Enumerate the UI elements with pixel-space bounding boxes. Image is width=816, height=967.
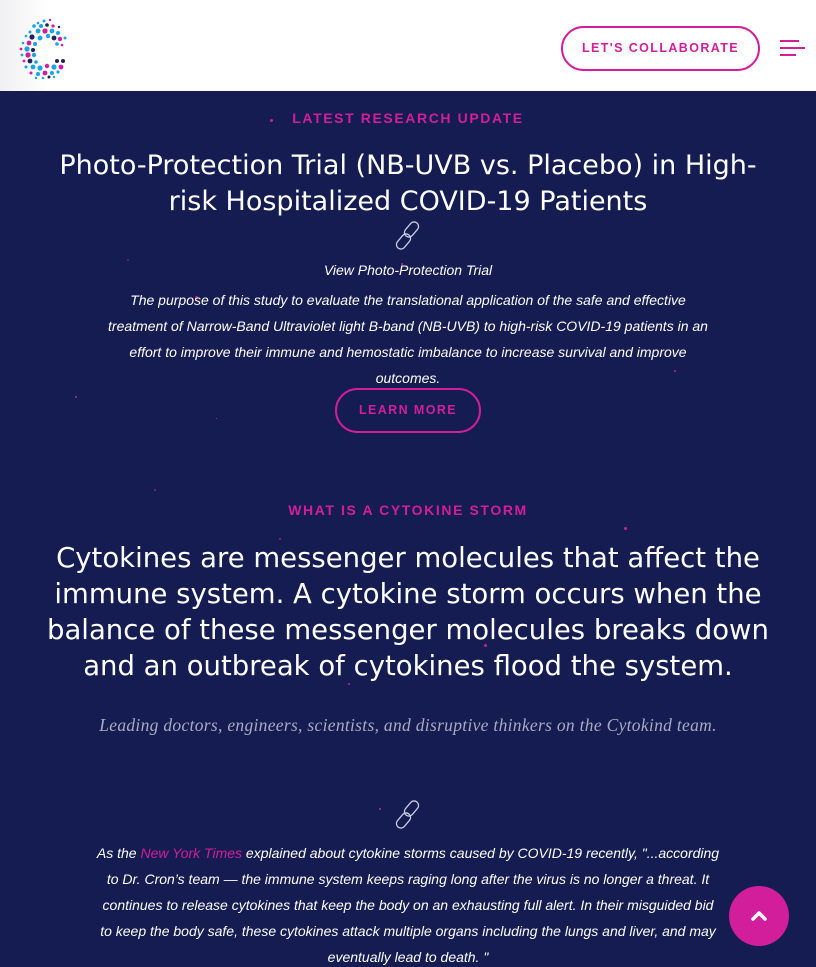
quote-line: to keep the body safe, these cytokines attack multiple organs including the lungs and liver, and may (100, 923, 716, 939)
particle-dot (624, 527, 627, 530)
quote-text: As the (96, 845, 141, 861)
cytokine-eyebrow: WHAT IS A CYTOKINE STORM (288, 502, 528, 518)
research-title (40, 148, 776, 220)
headline-line: Cytokines are messenger molecules that affect the (56, 542, 760, 574)
team-tagline: Leading doctors, engineers, scientists, and disruptive thinkers on the Cytokind team. (99, 715, 717, 735)
cytokind-logo[interactable] (14, 17, 70, 79)
particle-dot (216, 418, 217, 419)
research-title-line: risk Hospitalized COVID-19 Patients (168, 186, 648, 217)
view-trial-link[interactable]: View Photo-Protection Trial (323, 262, 493, 278)
new-york-times-link[interactable]: New York Times (140, 845, 243, 861)
description-line: effort to improve their immune and hemostatic imbalance to increase survival and improve (129, 344, 687, 360)
hamburger-menu-icon[interactable] (780, 40, 806, 58)
description-line: The purpose of this study to evaluate the translational application of the safe and effective (130, 292, 686, 308)
quote-line: continues to release cytokines that keep the body on an exhausting full alert. In their misguided bid (102, 897, 714, 913)
menu-line (780, 47, 805, 49)
quote-line (50, 840, 766, 866)
research-description (60, 287, 756, 391)
description-line: treatment of Narrow-Band Ultraviolet light B-band (NB-UVB) to high-risk COVID-19 patients in an (108, 318, 708, 334)
chain-link-icon[interactable] (391, 798, 425, 832)
logo-dots-icon (14, 17, 70, 79)
cytokine-headline (30, 540, 786, 684)
quote-line: eventually lead to death. " (327, 949, 489, 965)
scroll-to-top-button[interactable] (729, 886, 789, 946)
particle-dot (379, 808, 381, 810)
site-header (0, 0, 816, 91)
learn-more-button[interactable]: LEARN MORE (335, 388, 481, 433)
quote-text: explained about cytokine storms caused by COVID-19 recently, "...according (242, 845, 720, 861)
headline-line: and an outbreak of cytokines flood the system. (83, 650, 733, 682)
research-eyebrow: LATEST RESEARCH UPDATE (292, 110, 524, 126)
particle-dot (127, 259, 129, 261)
particle-dot (154, 489, 156, 491)
nyt-quote (50, 840, 766, 967)
headline-line: balance of these messenger molecules breaks down (47, 614, 769, 646)
menu-line (780, 54, 796, 56)
research-title-line: Photo-Protection Trial (NB-UVB vs. Placebo) in High- (59, 150, 757, 181)
menu-line (780, 40, 799, 42)
quote-line: to Dr. Cron’s team — the immune system keeps raging long after the virus is no longer a threat. It (106, 871, 710, 887)
particle-dot (75, 396, 77, 398)
chevron-up-icon (750, 908, 768, 922)
description-line: outcomes. (375, 370, 441, 386)
headline-line: immune system. A cytokine storm occurs when the (54, 578, 762, 610)
lets-collaborate-button[interactable]: LET'S COLLABORATE (561, 26, 760, 71)
chain-link-icon[interactable] (391, 219, 425, 253)
